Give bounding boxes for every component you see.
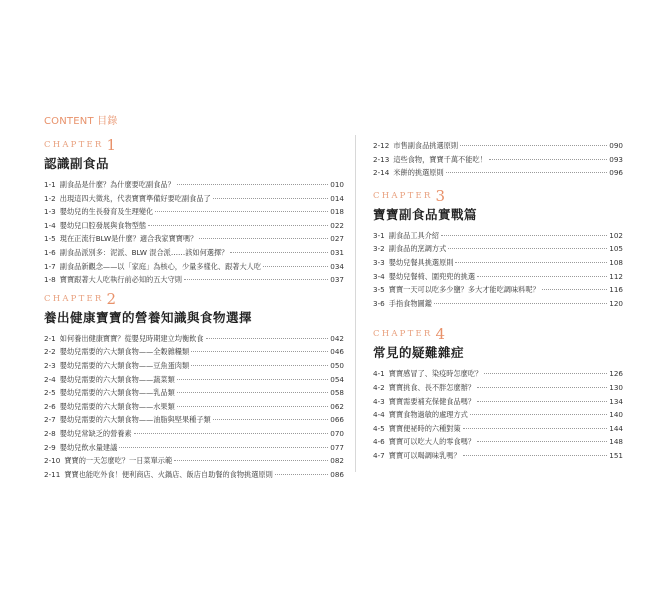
entry-title: 嬰幼兒需要的六大類食物——水果類 [59, 401, 175, 411]
toc-entry[interactable] [44, 467, 344, 481]
chapter-title: 寶寶副食品實戰篇 [373, 206, 478, 222]
entry-title: 嬰幼兒需要的六大類食物——油脂與堅果種子類 [59, 415, 211, 425]
entry-title: 這些食物，寶寶千萬不能吃！ [393, 154, 487, 164]
dot-leader [206, 329, 329, 339]
entry-title: 出現這四大徵兆，代表寶寶準備好要吃副食品了 [59, 193, 211, 203]
entry-title: 嬰幼兒的生長發育及生理變化 [59, 207, 154, 217]
toc-entry[interactable] [44, 272, 344, 286]
entry-number: 2-5 [44, 388, 56, 398]
entry-page-number: 018 [330, 207, 344, 217]
entry-page-number: 120 [609, 298, 623, 308]
entry-number: 3-6 [373, 298, 385, 308]
entry-number: 2-4 [44, 374, 56, 384]
entry-title: 寶寶食物過敏的處理方式 [388, 410, 468, 420]
entry-page-number: 054 [330, 374, 344, 384]
dot-leader [463, 419, 608, 429]
chapter-section [44, 289, 344, 481]
chapter-title: 認識副食品 [44, 156, 110, 171]
dot-leader [174, 451, 328, 461]
entry-title: 嬰幼兒需要的六大類食物——全穀雜糧類 [59, 347, 190, 357]
entry-page-number: 014 [330, 193, 344, 203]
dot-leader [148, 216, 328, 226]
entry-title: 手指食物圖鑑 [388, 298, 432, 308]
entry-page-number: 031 [330, 247, 344, 257]
entry-number: 3-4 [373, 271, 385, 281]
entry-page-number: 105 [609, 244, 623, 254]
dot-leader [177, 370, 329, 380]
dot-leader [191, 342, 328, 352]
entry-title: 嬰幼兒需要的六大類食物——乳品類 [59, 388, 175, 398]
dot-leader [155, 202, 328, 212]
chapter-section [373, 327, 623, 461]
entry-page-number: 086 [330, 469, 344, 479]
column-divider [355, 135, 356, 472]
entry-page-number: 050 [330, 360, 344, 370]
entry-page-number: 093 [609, 154, 623, 164]
chapter-label [373, 186, 623, 205]
entry-number: 1-3 [44, 207, 56, 217]
entry-page-number: 108 [609, 257, 623, 267]
entry-page-number: 082 [330, 456, 344, 466]
entry-title: 寶寶一天可以吃多少鹽？多大才能吃調味料呢？ [388, 285, 540, 295]
dot-leader [184, 270, 328, 280]
chapter-word: CHAPTER [44, 293, 104, 304]
dot-leader [177, 175, 329, 185]
entry-title: 寶寶跟著大人吃執行前必知的五大守則 [59, 275, 182, 285]
page-title: CONTENT 目錄 [44, 116, 118, 127]
entry-number: 3-1 [373, 230, 385, 240]
dot-leader [441, 226, 607, 236]
entry-title: 寶寶感冒了、染疫時怎麼吃？ [388, 369, 483, 379]
dot-leader [477, 432, 607, 442]
entry-title: 寶寶可以喝調味乳嗎？ [388, 450, 461, 460]
entry-page-number: 022 [330, 220, 344, 230]
entry-title: 嬰幼兒餐椅、圍兜兜的挑選 [388, 271, 476, 281]
entry-number: 2-13 [373, 154, 390, 164]
chapter-title: 常見的疑難雜症 [373, 345, 465, 361]
entry-page-number: 077 [330, 442, 344, 452]
entry-title: 寶寶便祕時的六種對策 [388, 423, 461, 433]
toc-entry[interactable] [373, 296, 623, 310]
entry-title: 寶寶也能吃外食！便利商店、火鍋店、飯店自助餐的食物挑選原則 [64, 469, 273, 479]
entry-title: 嬰幼兒需要的六大類食物——蔬菜類 [59, 374, 175, 384]
chapter-number: 1 [106, 136, 116, 154]
entry-number: 1-4 [44, 220, 56, 230]
entry-page-number: 090 [609, 141, 623, 150]
dot-leader [177, 383, 329, 393]
entry-page-number: 126 [609, 369, 623, 379]
chapter-word: CHAPTER [44, 140, 104, 150]
entry-page-number: 112 [609, 271, 623, 281]
entry-number: 2-9 [44, 442, 56, 452]
entry-page-number: 066 [330, 415, 344, 425]
entry-number: 4-1 [373, 369, 385, 379]
entry-number: 2-6 [44, 401, 56, 411]
entry-page-number: 070 [330, 428, 344, 438]
dot-leader [213, 189, 329, 199]
entry-number: 3-5 [373, 285, 385, 295]
entry-number: 1-5 [44, 234, 56, 244]
entry-title: 寶寶的一天怎麼吃？一日菜單示範 [64, 456, 173, 466]
entry-number: 2-10 [44, 456, 61, 466]
entry-title: 嬰幼兒餐具挑選原則 [388, 257, 454, 267]
dot-leader [213, 410, 329, 420]
entry-title: 嬰幼兒飲水量建議 [59, 442, 118, 452]
toc-right-column [373, 138, 623, 462]
entry-number: 4-4 [373, 410, 385, 420]
chapter-number: 4 [435, 325, 445, 344]
entry-number: 1-6 [44, 247, 56, 257]
entry-title: 寶寶可以吃大人的零食嗎？ [388, 437, 476, 447]
entry-page-number: 037 [330, 275, 344, 285]
entry-page-number: 062 [330, 401, 344, 411]
entry-page-number: 116 [609, 285, 623, 295]
chapter-word: CHAPTER [373, 329, 433, 340]
entry-page-number: 144 [609, 423, 623, 433]
dot-leader [542, 280, 608, 290]
entry-number: 2-8 [44, 428, 56, 438]
entry-number: 4-3 [373, 396, 385, 406]
dot-leader [477, 267, 607, 277]
entry-page-number: 027 [330, 234, 344, 244]
entry-number: 4-2 [373, 382, 385, 392]
entry-title: 副食品的烹調方式 [388, 244, 447, 254]
entry-title: 副食品工具介紹 [388, 230, 440, 240]
dot-leader [434, 294, 607, 304]
entry-number: 1-1 [44, 180, 56, 189]
entry-number: 4-6 [373, 437, 385, 447]
entry-title: 如何養出健康寶寶？從嬰兒時期建立均衡飲食 [59, 333, 204, 343]
dot-leader [477, 392, 607, 402]
dot-leader [230, 243, 328, 253]
entry-page-number: 046 [330, 347, 344, 357]
entry-title: 副食品是什麼？為什麼要吃副食品？ [59, 180, 175, 189]
dot-leader [463, 446, 608, 456]
entry-number: 1-7 [44, 261, 56, 271]
chapter-number: 3 [435, 186, 445, 205]
entry-page-number: 151 [609, 450, 623, 460]
entry-number: 2-3 [44, 360, 56, 370]
dot-leader [199, 229, 328, 239]
entry-page-number: 042 [330, 333, 344, 343]
entry-number: 1-2 [44, 193, 56, 203]
entry-title: 嬰幼兒常缺乏的營養素 [59, 428, 132, 438]
entry-number: 2-12 [373, 141, 390, 150]
entry-number: 2-14 [373, 168, 390, 178]
entry-page-number: 096 [609, 168, 623, 178]
dot-leader [448, 239, 607, 249]
dot-leader [489, 150, 608, 160]
entry-title: 嬰幼兒需要的六大類食物——豆魚蛋肉類 [59, 360, 190, 370]
entry-title: 寶寶需要補充保健食品嗎？ [388, 396, 476, 406]
entry-title: 寶寶挑食、長不胖怎麼辦？ [388, 382, 476, 392]
entry-number: 4-7 [373, 450, 385, 460]
dot-leader [119, 438, 328, 448]
entry-number: 1-8 [44, 275, 56, 285]
entry-number: 2-2 [44, 347, 56, 357]
dot-leader [191, 356, 328, 366]
dot-leader [484, 364, 607, 374]
chapter-label [44, 289, 344, 308]
entry-page-number: 010 [330, 180, 344, 189]
entry-page-number: 102 [609, 230, 623, 240]
dot-leader [477, 378, 607, 388]
entry-page-number: 034 [330, 261, 344, 271]
dot-leader [263, 257, 328, 267]
dot-leader [275, 465, 329, 475]
entry-number: 2-7 [44, 415, 56, 425]
chapter-word: CHAPTER [373, 190, 433, 201]
entry-page-number: 140 [609, 410, 623, 420]
entry-number: 3-3 [373, 257, 385, 267]
entry-page-number: 134 [609, 396, 623, 406]
toc-entry[interactable] [373, 165, 623, 179]
chapter-section [44, 138, 344, 286]
entry-title: 現在正流行BLW是什麼？適合我家寶寶嗎？ [59, 234, 198, 244]
dot-leader [470, 405, 607, 415]
entry-title: 副食品新觀念——以「家庭」為核心，少量多樣化、跟著大人吃 [59, 261, 262, 271]
dot-leader [455, 253, 607, 263]
dot-leader [177, 397, 329, 407]
chapter-number: 2 [106, 289, 116, 308]
dot-leader [134, 424, 329, 434]
chapter-label [373, 325, 623, 344]
entry-number: 3-2 [373, 244, 385, 254]
entry-page-number: 058 [330, 388, 344, 398]
entry-number: 4-5 [373, 423, 385, 433]
entry-page-number: 148 [609, 437, 623, 447]
dot-leader [460, 136, 607, 146]
entry-title: 嬰幼兒口腔發展與食物型態 [59, 220, 147, 230]
entry-number: 2-11 [44, 469, 61, 479]
toc-left-column [44, 138, 344, 480]
entry-title: 副食品派別多：泥派、BLW 混合派……該如何選擇？ [59, 247, 229, 257]
toc-entry[interactable] [373, 448, 623, 462]
dot-leader [446, 163, 608, 173]
chapter-label [44, 138, 344, 152]
entry-title: 米餅的挑選原則 [393, 168, 444, 178]
entry-number: 2-1 [44, 333, 56, 343]
entry-page-number: 130 [609, 382, 623, 392]
chapter-section [373, 186, 623, 310]
chapter-title: 養出健康寶寶的營養知識與食物選擇 [44, 309, 253, 325]
entry-title: 市售副食品挑選原則 [393, 141, 459, 150]
